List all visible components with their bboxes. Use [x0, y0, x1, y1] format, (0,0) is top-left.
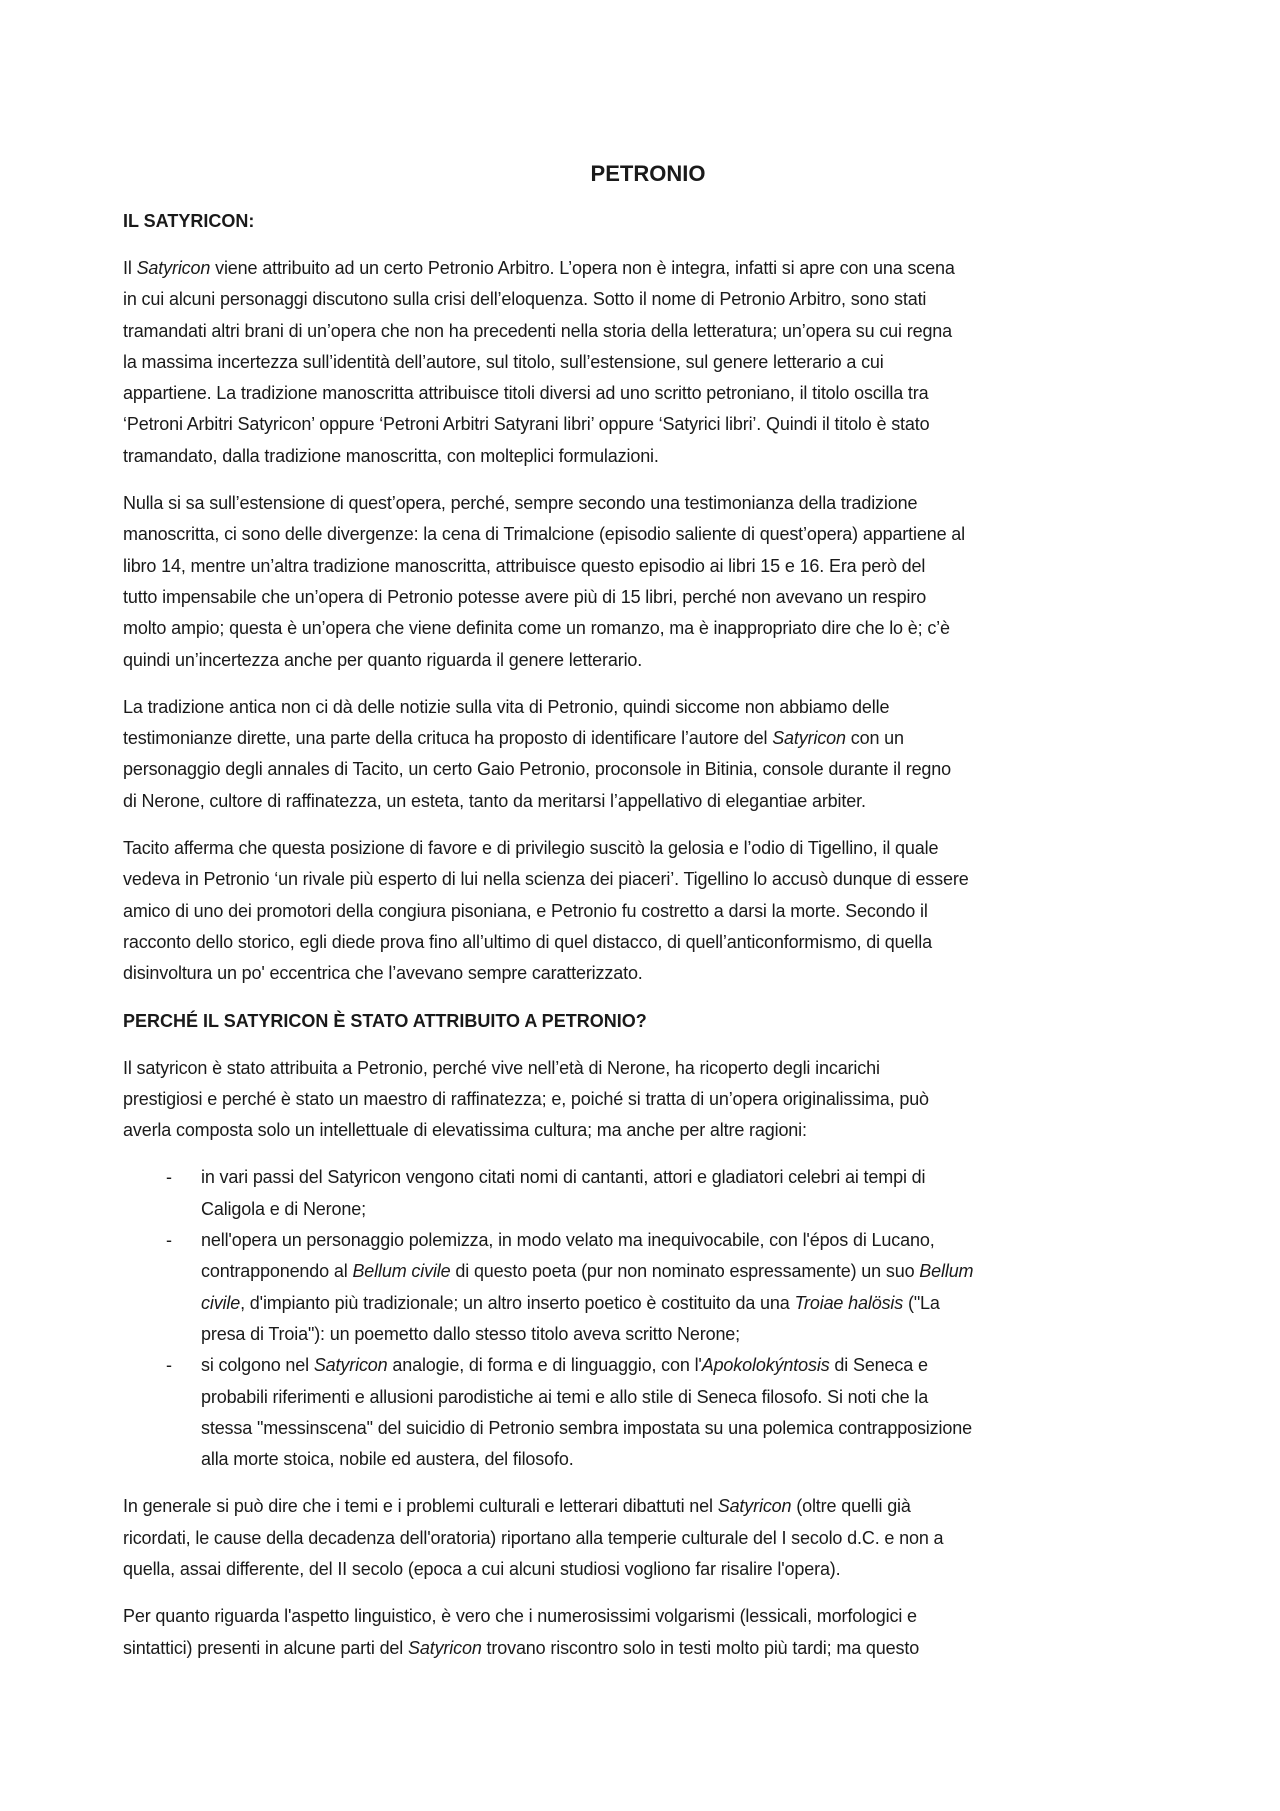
text-run: testimonianze dirette, una parte della crituca ha proposto di identificare l’autore del [123, 728, 773, 749]
text-line [123, 253, 1173, 284]
text-line [201, 1225, 1173, 1256]
text-run: , d'impianto più tradizionale; un altro inserto poetico è costituito da una [240, 1292, 795, 1313]
text-line [123, 723, 1173, 754]
text-line [123, 1491, 1173, 1522]
text-run: ‘Petroni Arbitri Satyricon’ oppure ‘Petroni Arbitri Satyrani libri’ oppure ‘Satyrici libri’. Quindi il titolo è stato [123, 414, 930, 435]
bullet-dash: - [166, 1355, 172, 1376]
italic-text-run: Bellum civile [352, 1261, 451, 1282]
text-run: appartiene. La tradizione manoscritta attribuisce titoli diversi ad uno scritto petroniano, il titolo oscilla tra [123, 383, 929, 404]
text-line [201, 1194, 1173, 1225]
section-body-3 [123, 1491, 1173, 1663]
section-heading-satyricon: IL SATYRICON: [123, 211, 255, 231]
text-line [123, 378, 1173, 409]
paragraph [123, 1491, 1173, 1585]
text-run: trovano riscontro solo in testi molto più tardi; ma questo [481, 1637, 920, 1658]
text-run: Tacito afferma che questa posizione di favore e di privilegio suscitò la gelosia e l’odio di Tigellino, il quale [123, 838, 939, 859]
text-line [123, 864, 1173, 895]
text-line [123, 1115, 1173, 1146]
text-run: tutto impensabile che un’opera di Petronio potesse avere più di 15 libri, perché non avevano un respiro [123, 586, 927, 607]
text-run: analogie, di forma e di linguaggio, con l' [387, 1355, 702, 1376]
reasons-list [123, 1162, 1173, 1475]
text-run: racconto dello storico, egli diede prova fino all’ultimo di quel distacco, di quell’anticonformismo, di quella [123, 931, 932, 952]
text-line [201, 1444, 1173, 1475]
text-run: probabili riferimenti e allusioni parodistiche ai temi e allo stile di Seneca filosofo. Si noti che la [201, 1386, 929, 1407]
text-run: alla morte stoica, nobile ed austera, del filosofo. [201, 1449, 574, 1470]
text-run: manoscritta, ci sono delle divergenze: la cena di Trimalcione (episodio saliente di quest’opera) appartiene al [123, 524, 965, 545]
text-line [201, 1382, 1173, 1413]
italic-text-run: Bellum [919, 1261, 974, 1282]
text-run: libro 14, mentre un’altra tradizione manoscritta, attribuisce questo episodio ai libri 15 e 16. Era però del [123, 555, 926, 576]
text-run: tramandati altri brani di un’opera che non ha precedenti nella storia della letteratura; un’opera su cui regna [123, 320, 953, 341]
text-line [123, 441, 1173, 472]
text-run: vedeva in Petronio ‘un rivale più esperto di lui nella scienza dei piaceri’. Tigellino lo accusò dunque di essere [123, 869, 969, 890]
text-line [123, 551, 1173, 582]
text-line [123, 1523, 1173, 1554]
document-title: PETRONIO [590, 161, 706, 186]
text-line [201, 1350, 1173, 1381]
document-page [123, 158, 1173, 1680]
text-line [123, 1633, 1173, 1664]
text-line [123, 284, 1173, 315]
text-line [201, 1413, 1173, 1444]
italic-text-run: Troiae halösis [794, 1292, 904, 1313]
text-line [201, 1256, 1173, 1287]
text-line [123, 582, 1173, 613]
paragraph [123, 488, 1173, 676]
text-run: amico di uno dei promotori della congiura pisoniana, e Petronio fu costretto a darsi la morte. Secondo il [123, 900, 928, 921]
text-run: quindi un’incertezza anche per quanto riguarda il genere letterario. [123, 649, 643, 670]
text-run: di Nerone, cultore di raffinatezza, un esteta, tanto da meritarsi l’appellativo di elegantiae arbiter. [123, 790, 866, 811]
italic-text-run: Apokolokýntosis [701, 1355, 830, 1376]
text-line [123, 519, 1173, 550]
text-line [201, 1319, 1173, 1350]
text-run: (oltre quelli già [791, 1496, 911, 1517]
text-run: di Seneca e [829, 1355, 928, 1376]
bullet-dash: - [166, 1230, 172, 1251]
text-run: Per quanto riguarda l'aspetto linguistico, è vero che i numerosissimi volgarismi (lessicali, morfologici e [123, 1606, 917, 1627]
italic-text-run: Satyricon [772, 728, 846, 749]
italic-text-run: Satyricon [136, 258, 211, 278]
text-run: averla composta solo un intellettuale di elevatissima cultura; ma anche per altre ragioni: [123, 1120, 807, 1141]
text-run: Nulla si sa sull’estensione di quest’opera, perché, sempre secondo una testimonianza della tradizione [123, 493, 918, 514]
text-run: ("La [903, 1292, 940, 1313]
text-run: prestigiosi e perché è stato un maestro di raffinatezza; e, poiché si tratta di un’opera originalissima, può [123, 1088, 929, 1109]
section-heading-attribution: PERCHÉ IL SATYRICON È STATO ATTRIBUITO A PETRONIO? [123, 1010, 647, 1031]
text-run: in vari passi del Satyricon vengono citati nomi di cantanti, attori e gladiatori celebri ai tempi di [201, 1167, 926, 1188]
italic-text-run: Satyricon [313, 1355, 388, 1376]
italic-text-run: civile [201, 1292, 241, 1313]
text-line [201, 1162, 1173, 1193]
text-line [123, 692, 1173, 723]
text-line [123, 645, 1173, 676]
text-line [123, 833, 1173, 864]
text-line [123, 786, 1173, 817]
section-body-1 [123, 253, 1173, 990]
section-body-2 [123, 1053, 1173, 1147]
text-line [123, 1601, 1173, 1632]
text-run: personaggio degli annales di Tacito, un certo Gaio Petronio, proconsole in Bitinia, console durante il regno [123, 759, 952, 780]
text-run: Il satyricon è stato attribuita a Petronio, perché vive nell’età di Nerone, ha ricoperto degli incarichi [123, 1057, 880, 1078]
bullet-dash: - [166, 1167, 172, 1188]
text-line [123, 754, 1173, 785]
text-run: in cui alcuni personaggi discutono sulla crisi dell’eloquenza. Sotto il nome di Petronio Arbitro, sono stati [123, 289, 927, 310]
text-run: disinvoltura un po' eccentrica che l’avevano sempre caratterizzato. [123, 963, 643, 984]
text-line [123, 896, 1173, 927]
list-item [123, 1225, 1173, 1350]
text-line [123, 1084, 1173, 1115]
text-line [123, 488, 1173, 519]
text-run: nell'opera un personaggio polemizza, in modo velato ma inequivocabile, con l'épos di Lucano, [201, 1230, 935, 1251]
text-run: di questo poeta (pur non nominato espressamente) un suo [450, 1261, 920, 1282]
text-run: si colgono nel [201, 1355, 314, 1376]
text-run: tramandato, dalla tradizione manoscritta, con molteplici formulazioni. [123, 445, 659, 466]
text-run: contrapponendo al [201, 1261, 353, 1282]
text-run: ricordati, le cause della decadenza dell'oratoria) riportano alla temperie culturale del I secolo d.C. e non a [123, 1527, 944, 1548]
text-line [123, 316, 1173, 347]
text-line [201, 1288, 1173, 1319]
text-line [123, 1053, 1173, 1084]
paragraph [123, 1601, 1173, 1664]
text-run: Il [123, 258, 137, 278]
text-line [123, 409, 1173, 440]
text-line [123, 927, 1173, 958]
paragraph [123, 1053, 1173, 1147]
italic-text-run: Satyricon [717, 1496, 792, 1517]
italic-text-run: Satyricon [408, 1637, 482, 1658]
text-run: molto ampio; questa è un’opera che viene definita come un romanzo, ma è inappropriato dire che lo è; c’è [123, 618, 950, 639]
paragraph [123, 692, 1173, 817]
list-item [123, 1162, 1173, 1225]
text-line [123, 1554, 1173, 1585]
text-run: viene attribuito ad un certo Petronio Arbitro. L’opera non è integra, infatti si apre con una scena [210, 258, 955, 278]
text-run: la massima incertezza sull’identità dell’autore, sul titolo, sull’estensione, sul genere letterario a cui [123, 351, 884, 372]
paragraph [123, 253, 1173, 472]
text-run: In generale si può dire che i temi e i problemi culturali e letterari dibattuti nel [123, 1496, 718, 1517]
text-run: con un [845, 728, 904, 749]
text-line [123, 613, 1173, 644]
list-item [123, 1350, 1173, 1475]
text-run: presa di Troia"): un poemetto dallo stesso titolo aveva scritto Nerone; [201, 1323, 741, 1344]
text-run: Caligola e di Nerone; [201, 1198, 366, 1219]
text-run: quella, assai differente, del II secolo (epoca a cui alcuni studiosi vogliono far risalire l'opera). [123, 1558, 841, 1579]
text-run: La tradizione antica non ci dà delle notizie sulla vita di Petronio, quindi siccome non abbiamo delle [123, 696, 890, 717]
text-line [123, 347, 1173, 378]
text-line [123, 958, 1173, 989]
text-run: sintattici) presenti in alcune parti del [123, 1637, 408, 1658]
text-run: stessa "messinscena" del suicidio di Petronio sembra impostata su una polemica contrapposizione [201, 1417, 972, 1438]
paragraph [123, 833, 1173, 989]
